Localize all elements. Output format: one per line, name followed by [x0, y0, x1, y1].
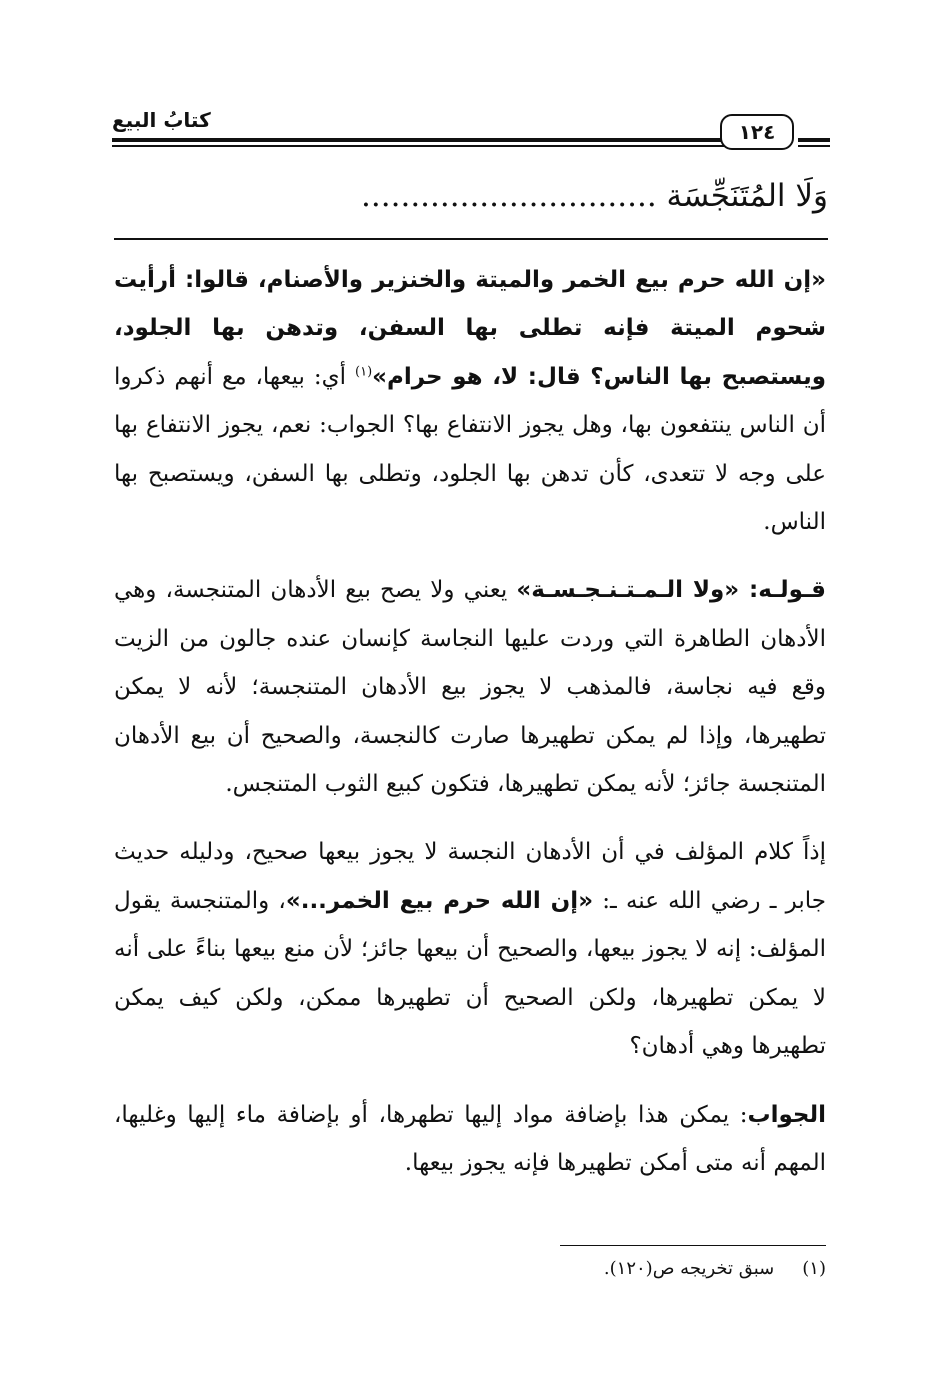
paragraph — [114, 566, 826, 808]
hadith-quote: «إن الله حرم بيع الخمر والميتة والخنزير والأصنام، قالوا: أرأيت شحوم الميتة فإنه تطلى بها السفن، وتدهن بها الجلود، ويستصبح بها الناس؟ قال: لا، هو حرام» — [114, 267, 827, 390]
body-text — [114, 256, 826, 1207]
paragraph — [114, 828, 826, 1070]
answer-label: الجواب — [747, 1101, 826, 1128]
paragraph-text: : يمكن هذا بإضافة مواد إليها تطهرها، أو بإضافة ماء إليها وغليها، المهم أنه متى أمكن تطهيرها فإنه يجوز بيعها. — [114, 1101, 826, 1176]
running-header — [112, 108, 830, 154]
footnote-number: (١) — [802, 1258, 826, 1279]
footnote-divider — [560, 1245, 826, 1246]
matn-quote: «ولا الـمـتـنـجـسـة» — [516, 577, 740, 604]
paragraph — [114, 1091, 826, 1188]
header-double-rule-left — [112, 138, 730, 142]
footnote-ref: (١) — [355, 364, 373, 380]
page-number: ١٢٤ — [720, 114, 794, 150]
footnote — [114, 1254, 826, 1284]
paragraph — [114, 256, 826, 546]
qawluhu-label: قـولـه: — [739, 577, 826, 604]
book-title: كتابُ البيع — [112, 108, 211, 132]
matn-divider — [114, 238, 828, 240]
paragraph-text: إذاً كلام المؤلف في أن الأدهان النجسة لا يجوز بيعها صحيح، ودليله حديث جابر ـ رضي الله عنه ـ: — [114, 839, 826, 914]
matn-line: وَلَا المُتَنَجِّسَة .............................. — [361, 178, 828, 214]
paragraph-text: يعني ولا يصح بيع الأدهان المتنجسة، وهي الأدهان الطاهرة التي وردت عليها النجاسة كإنسان عنده جالون من الزيت وقع فيه نجاسة، فالمذهب لا يجوز بيع الأدهان المتنجسة؛ لأنه لا يمكن تطهيرها، وإذا لم يمكن تطهيرها صارت كالنجسة، والصحيح أن بيع الأدهان المتنجسة جائز؛ لأنه يمكن تطهيرها، فتكون كبيع الثوب المتنجس. — [114, 577, 826, 798]
paragraph-text: ، والمتنجسة يقول المؤلف: إنه لا يجوز بيعها، والصحيح أن بيعها جائز؛ لأن منع بيعها بناءً على أنه لا يمكن تطهيرها، ولكن الصحيح أن تطهيرها ممكن، ولكن كيف يمكن تطهيرها وهي أدهان؟ — [114, 887, 826, 1060]
footnote-text: سبق تخريجه ص(١٢٠). — [603, 1258, 775, 1279]
hadith-quote: «إن الله حرم بيع الخمر...» — [285, 887, 594, 914]
paragraph-text: أي: بيعها، مع أنهم ذكروا أن الناس ينتفعون بها، وهل يجوز الانتفاع بها؟ الجواب: نعم، يجوز الانتفاع بها على وجه لا تتعدى، كأن تدهن بها الجلود، وتطلى بها السفن، ويستصبح بها الناس. — [114, 363, 826, 536]
header-double-rule-right — [798, 138, 830, 142]
